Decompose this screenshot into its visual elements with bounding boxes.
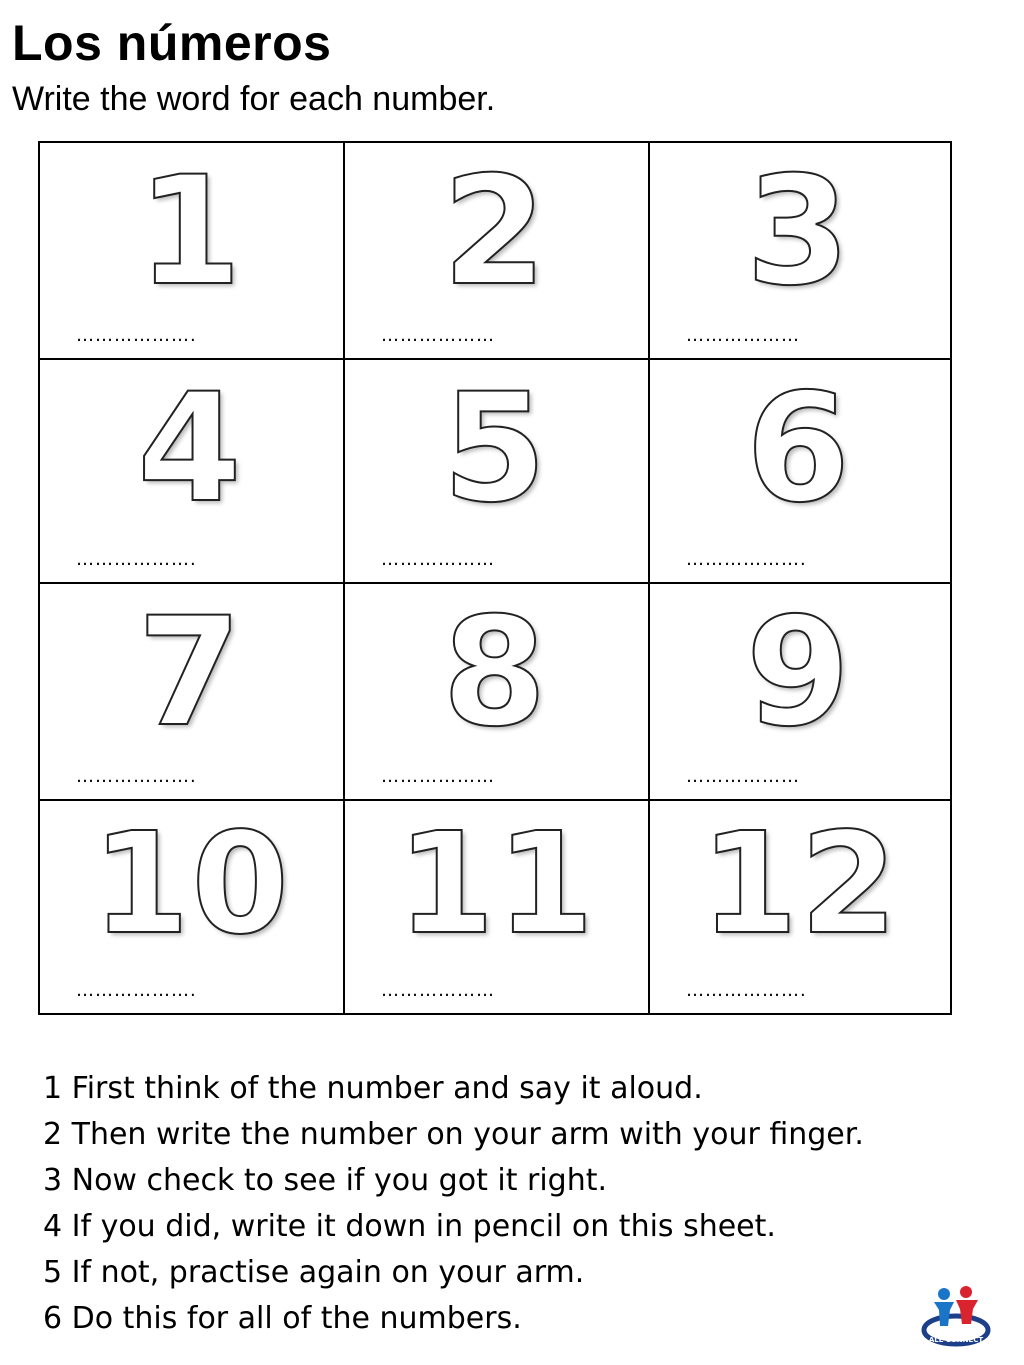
answer-blank[interactable]: ……………… [381, 980, 495, 1001]
instruction-item: 1 First think of the number and say it aloud. [43, 1071, 703, 1106]
answer-blank[interactable]: ……………… [686, 325, 800, 346]
number-cell-11 [345, 801, 650, 1013]
answer-blank[interactable]: ………………. [686, 980, 807, 1001]
number-cell-3 [650, 143, 950, 360]
instructions-list [43, 1066, 864, 1342]
logo-figure-blue-head [938, 1288, 950, 1300]
instruction-item: 5 If not, practise again on your arm. [43, 1255, 585, 1290]
instruction-item: 4 If you did, write it down in pencil on this sheet. [43, 1209, 776, 1244]
number-cell-9 [650, 584, 950, 801]
answer-blank[interactable]: ………………. [686, 549, 807, 570]
number-outline: 12 [700, 803, 900, 966]
answer-blank[interactable]: ……………… [686, 766, 800, 787]
number-cell-4 [40, 360, 345, 584]
number-outline: 9 [745, 586, 855, 760]
number-outline: 6 [745, 362, 855, 536]
logo-figure-red-head [960, 1286, 972, 1298]
number-cell-2 [345, 143, 650, 360]
number-outline: 7 [137, 586, 246, 760]
answer-blank[interactable]: ………………. [76, 549, 197, 570]
number-cell-7 [40, 584, 345, 801]
number-outline: 4 [137, 362, 246, 536]
answer-blank[interactable]: ………………. [76, 980, 197, 1001]
number-cell-8 [345, 584, 650, 801]
number-cell-12 [650, 801, 950, 1013]
number-outline: 10 [92, 803, 291, 966]
number-cell-10 [40, 801, 345, 1013]
numbers-grid [38, 141, 952, 1015]
number-outline: 1 [137, 145, 246, 319]
answer-blank[interactable]: ………………. [76, 325, 197, 346]
page-title: Los números [12, 15, 332, 71]
logo-text: ALL CONNECT [928, 1336, 984, 1344]
number-outline: 2 [442, 145, 551, 319]
number-cell-1 [40, 143, 345, 360]
number-outline: 3 [745, 145, 855, 319]
instruction-item: 2 Then write the number on your arm with your finger. [43, 1117, 864, 1152]
instruction-item: 3 Now check to see if you got it right. [43, 1163, 608, 1198]
answer-blank[interactable]: ……………… [381, 549, 495, 570]
number-cell-6 [650, 360, 950, 584]
number-outline: 5 [442, 362, 551, 536]
answer-blank[interactable]: ……………… [381, 766, 495, 787]
number-outline: 8 [442, 586, 551, 760]
instruction-item: 6 Do this for all of the numbers. [43, 1301, 522, 1336]
answer-blank[interactable]: ……………… [381, 325, 495, 346]
number-outline: 11 [397, 803, 596, 966]
page-subtitle: Write the word for each number. [12, 80, 496, 118]
answer-blank[interactable]: ………………. [76, 766, 197, 787]
allconnect-logo-icon [920, 1280, 992, 1352]
number-cell-5 [345, 360, 650, 584]
